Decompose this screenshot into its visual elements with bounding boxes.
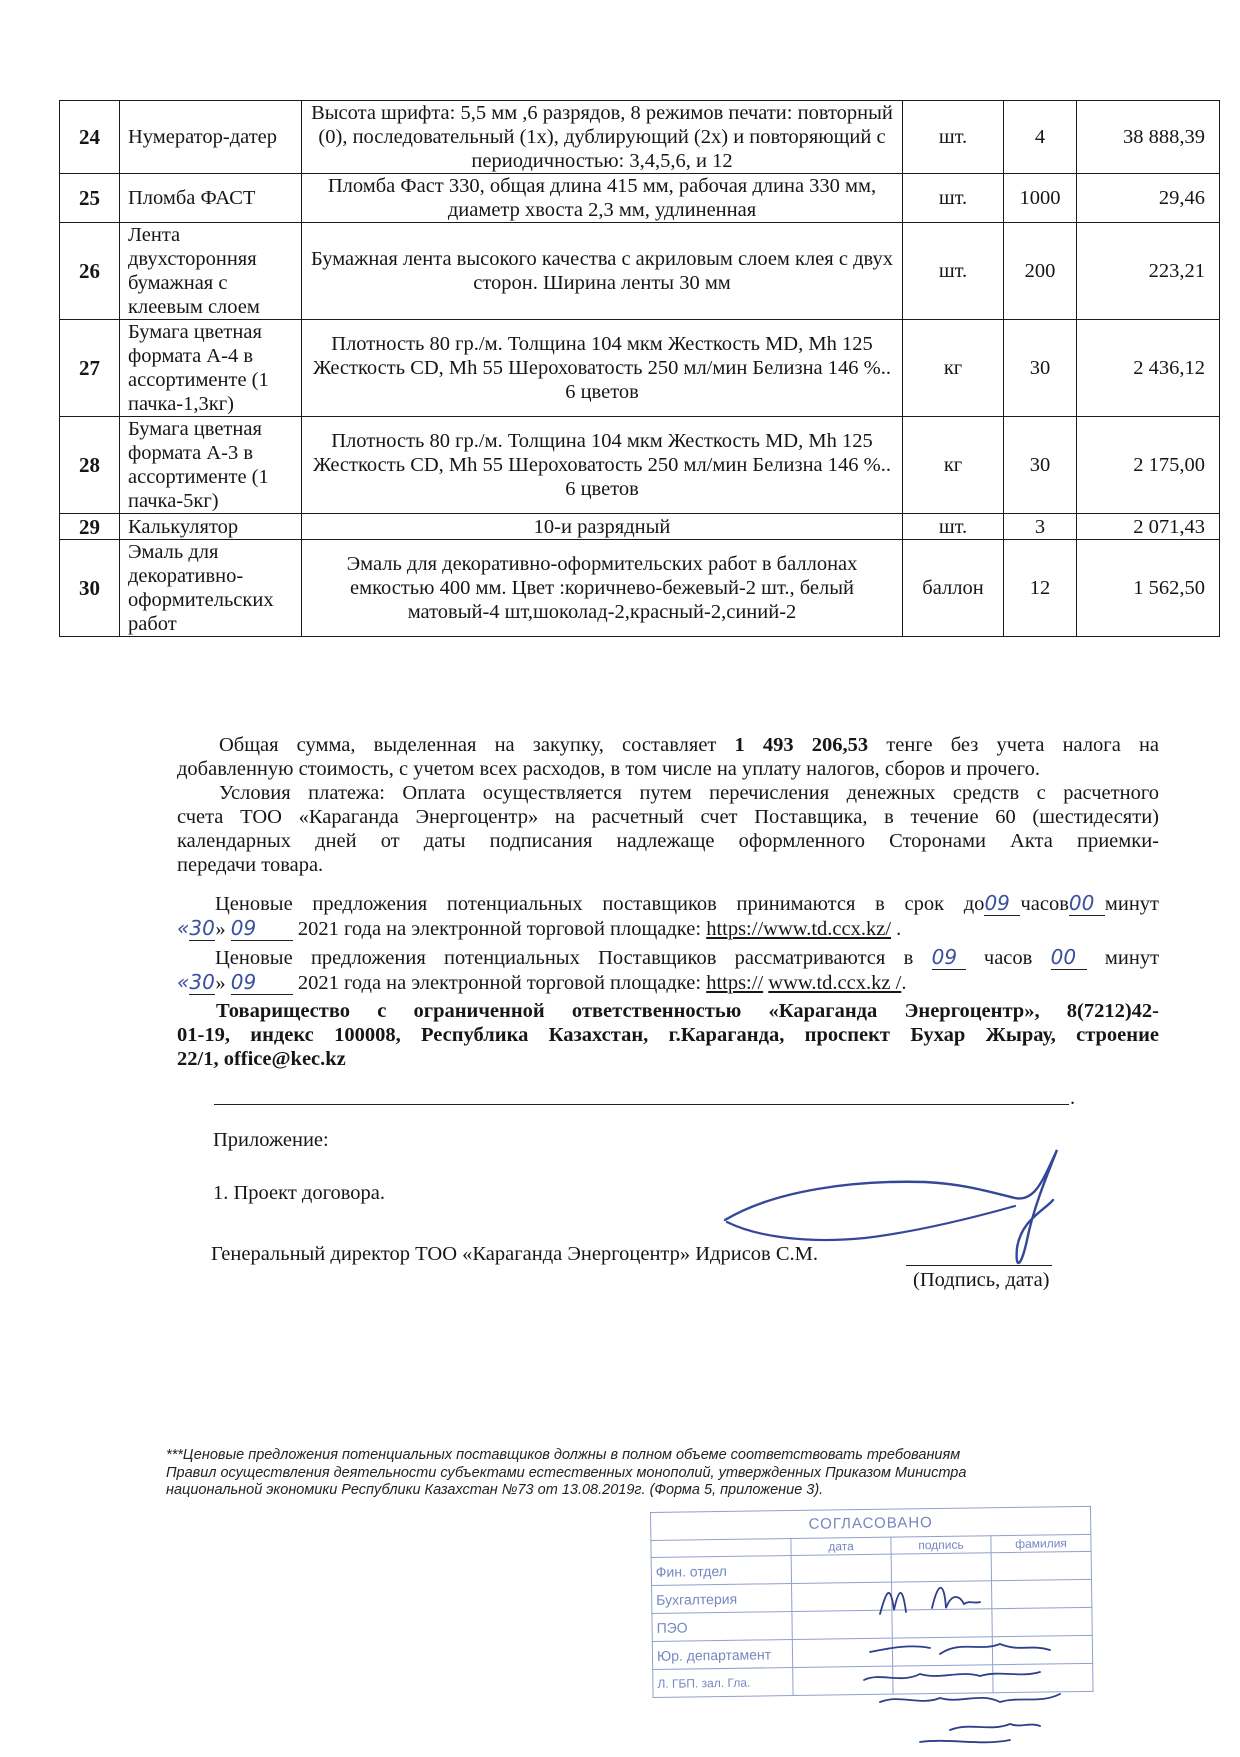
deadline-accept-place: 2021 года на электронной торговой площадке: xyxy=(297,918,702,940)
payment-line-4: передачи товара. xyxy=(177,854,324,876)
cell-unit: шт. xyxy=(903,223,1004,320)
cell-unit: шт. xyxy=(903,101,1004,174)
cell-quantity: 12 xyxy=(1004,540,1077,637)
cell-description: Плотность 80 гр./м. Толщина 104 мкм Жесткость MD, Mh 125 Жесткость CD, Mh 55 Шероховатость 250 мл/мин Белизна 146 %.. 6 цветов xyxy=(302,417,903,514)
deadline-accept-quote-open: « xyxy=(177,916,190,940)
cell-price: 29,46 xyxy=(1077,174,1220,223)
approval-stamp xyxy=(650,1512,1090,1757)
deadline-review-quote-open: « xyxy=(177,970,190,994)
organizer-paragraph xyxy=(216,999,1159,1023)
deadline-accept-hour: 09 xyxy=(984,891,1020,916)
table-row xyxy=(60,540,1220,637)
stamp-header-empty xyxy=(651,1539,791,1558)
cell-unit: кг xyxy=(903,417,1004,514)
stamp-row-peo: ПЭО xyxy=(652,1612,792,1642)
cell-description: Высота шрифта: 5,5 мм ,6 разрядов, 8 режимов печати: повторный (0), последовательный (1х), дублирующий (2х) и повторяющий с периодичностью: 3,4,5,6, и 12 xyxy=(302,101,903,174)
cell-number: 25 xyxy=(60,174,120,223)
deadline-accept-paragraph xyxy=(177,891,1159,941)
cell-number: 28 xyxy=(60,417,120,514)
stamp-title: СОГЛАСОВАНО xyxy=(651,1506,1091,1540)
table-row xyxy=(60,174,1220,223)
cell-number: 26 xyxy=(60,223,120,320)
stamp-row-accounting: Бухгалтерия xyxy=(652,1584,792,1614)
deadline-review-end: . xyxy=(901,972,907,994)
deadline-review-line-1 xyxy=(177,945,1159,970)
cell-price: 1 562,50 xyxy=(1077,540,1220,637)
deadline-accept-line-1 xyxy=(177,891,1159,916)
total-paragraph xyxy=(177,733,1159,781)
deadline-review-hour: 09 xyxy=(932,945,966,970)
deadline-accept-quote-close: » xyxy=(215,918,226,940)
deadline-review-paragraph xyxy=(177,945,1159,995)
cell-item-name: Лента двухсторонняя бумажная с клеевым слоем xyxy=(120,223,302,320)
deadline-review-quote-close: » xyxy=(215,972,226,994)
deadline-accept-day: 30 xyxy=(189,916,215,940)
total-line-1 xyxy=(177,733,1159,757)
cell-quantity: 30 xyxy=(1004,417,1077,514)
footnote-line-3: национальной экономики Республики Казахстан №73 от 13.08.2019г. (Форма 5, приложение 3). xyxy=(166,1482,824,1498)
footnote xyxy=(166,1447,1126,1500)
cell-description: Плотность 80 гр./м. Толщина 104 мкм Жесткость MD, Mh 125 Жесткость CD, Mh 55 Шероховатость 250 мл/мин Белизна 146 %.. 6 цветов xyxy=(302,320,903,417)
cell-unit: шт. xyxy=(903,174,1004,223)
cell-item-name: Нумератор-датер xyxy=(120,101,302,174)
payment-line-3: календарных дней от даты подписания надлежаще оформленного Сторонами Акта приемки- xyxy=(177,830,1159,852)
cell-number: 24 xyxy=(60,101,120,174)
deadline-accept-line-2 xyxy=(177,916,1159,941)
payment-line-2: счета ТОО «Караганда Энергоцентр» на расчетный счет Поставщика, в течение 60 (шестидесяти) xyxy=(177,806,1159,828)
deadline-review-month: 09 xyxy=(231,970,293,995)
stamp-header-name: фамилия xyxy=(991,1534,1091,1552)
deadline-accept-end: . xyxy=(896,918,902,940)
deadline-accept-hours-word: часов xyxy=(1020,893,1069,915)
cell-price: 38 888,39 xyxy=(1077,101,1220,174)
deadline-review-day: 30 xyxy=(189,970,215,994)
cell-item-name: Калькулятор xyxy=(120,514,302,540)
footnote-line-2: Правил осуществления деятельности субъектами естественных монополий, утвержденных Приказом Министра xyxy=(166,1464,967,1481)
deadline-accept-text: Ценовые предложения потенциальных поставщиков принимаются в срок до xyxy=(215,893,985,915)
deadline-accept-url[interactable]: https://www.td.ccx.kz/ xyxy=(706,918,892,940)
cell-description: Бумажная лента высокого качества с акриловым слоем клея с двух сторон. Ширина ленты 30 мм xyxy=(302,223,903,320)
cell-price: 2 436,12 xyxy=(1077,320,1220,417)
cell-price: 2 071,43 xyxy=(1077,514,1220,540)
cell-unit: баллон xyxy=(903,540,1004,637)
attachments-heading: Приложение: xyxy=(213,1129,329,1151)
items-table xyxy=(59,100,1220,637)
stamp-handwritten-signatures xyxy=(860,1552,1090,1757)
signature-caption: (Подпись, дата) xyxy=(913,1269,1050,1291)
organizer-line-3: 22/1, office@kec.kz xyxy=(177,1048,346,1070)
table-row xyxy=(60,514,1220,540)
deadline-accept-minutes-word: минут xyxy=(1104,893,1159,915)
director-signature xyxy=(715,1140,1075,1280)
organizer-line-1: Товарищество с ограниченной ответственностью «Караганда Энергоцентр», 8(7212)42- xyxy=(216,1000,1159,1022)
cell-description: 10-и разрядный xyxy=(302,514,903,540)
total-text-b: тенге без учета налога на xyxy=(886,734,1160,756)
table-row xyxy=(60,417,1220,514)
cell-number: 27 xyxy=(60,320,120,417)
cell-description: Эмаль для декоративно-оформительских работ в баллонах емкостью 400 мм. Цвет :коричнево-бежевый-2 шт., белый матовый-4 шт,шоколад-2,красный-2,синий-2 xyxy=(302,540,903,637)
deadline-accept-month: 09 xyxy=(231,916,293,941)
organizer-rule-end: . xyxy=(1070,1087,1076,1109)
deadline-review-place: 2021 года на электронной торговой площадке: xyxy=(297,972,702,994)
cell-description: Пломба Фаст 330, общая длина 415 мм, рабочая длина 330 мм, диаметр хвоста 2,3 мм, удлиненная xyxy=(302,174,903,223)
cell-quantity: 3 xyxy=(1004,514,1077,540)
cell-item-name: Бумага цветная формата А-4 в ассортименте (1 пачка-1,3кг) xyxy=(120,320,302,417)
stamp-row-finance: Фин. отдел xyxy=(651,1556,791,1586)
payment-paragraph xyxy=(177,781,1159,877)
footnote-line-1: ***Ценовые предложения потенциальных поставщиков должны в полном объеме соответствовать требованиям xyxy=(166,1447,961,1463)
organizer-line-2: 01-19, индекс 100008, Республика Казахстан, г.Караганда, проспект Бухар Жырау, строение xyxy=(177,1024,1159,1046)
table-row xyxy=(60,223,1220,320)
deadline-review-text: Ценовые предложения потенциальных Поставщиков рассматриваются в xyxy=(215,947,914,969)
cell-unit: шт. xyxy=(903,514,1004,540)
cell-number: 29 xyxy=(60,514,120,540)
cell-quantity: 200 xyxy=(1004,223,1077,320)
organizer-paragraph-cont xyxy=(177,1023,1159,1071)
stamp-header-date: дата xyxy=(791,1537,891,1555)
cell-item-name: Бумага цветная формата А-3 в ассортименте (1 пачка-5кг) xyxy=(120,417,302,514)
organizer-rule xyxy=(214,1104,1069,1105)
deadline-review-hours-word: часов xyxy=(983,947,1033,969)
cell-price: 2 175,00 xyxy=(1077,417,1220,514)
cell-unit: кг xyxy=(903,320,1004,417)
cell-price: 223,21 xyxy=(1077,223,1220,320)
deadline-review-minute: 00 xyxy=(1051,945,1087,970)
stamp-row-legal: Юр. департамент xyxy=(652,1640,792,1670)
stamp-row-other: Л. ГБП. зал. Гла. xyxy=(653,1668,793,1698)
cell-item-name: Пломба ФАСТ xyxy=(120,174,302,223)
deadline-accept-minute: 00 xyxy=(1069,891,1105,916)
total-amount: 1 493 206,53 xyxy=(734,734,869,756)
table-row xyxy=(60,320,1220,417)
table-row xyxy=(60,101,1220,174)
deadline-review-line-2 xyxy=(177,970,1159,995)
signature-text: Генеральный директор ТОО «Караганда Энергоцентр» Идрисов С.М. xyxy=(211,1243,819,1265)
cell-quantity: 4 xyxy=(1004,101,1077,174)
deadline-review-url-a[interactable]: https:// xyxy=(706,972,764,994)
deadline-review-minutes-word: минут xyxy=(1104,947,1160,969)
attachment-item-1[interactable]: 1. Проект договора. xyxy=(213,1182,386,1204)
cell-quantity: 1000 xyxy=(1004,174,1077,223)
deadline-review-url-b[interactable]: www.td.ccx.kz / xyxy=(768,972,902,994)
cell-number: 30 xyxy=(60,540,120,637)
payment-line-1: Условия платежа: Оплата осуществляется путем перечисления денежных средств с расчетного xyxy=(219,782,1159,804)
total-text-a: Общая сумма, выделенная на закупку, составляет xyxy=(219,734,717,756)
stamp-header-sign: подпись xyxy=(891,1536,991,1554)
items-table-body xyxy=(60,101,1220,637)
total-line-2: добавленную стоимость, с учетом всех расходов, в том числе на уплату налогов, сборов и прочего. xyxy=(177,758,1040,780)
cell-item-name: Эмаль для декоративно-оформительских работ xyxy=(120,540,302,637)
cell-quantity: 30 xyxy=(1004,320,1077,417)
